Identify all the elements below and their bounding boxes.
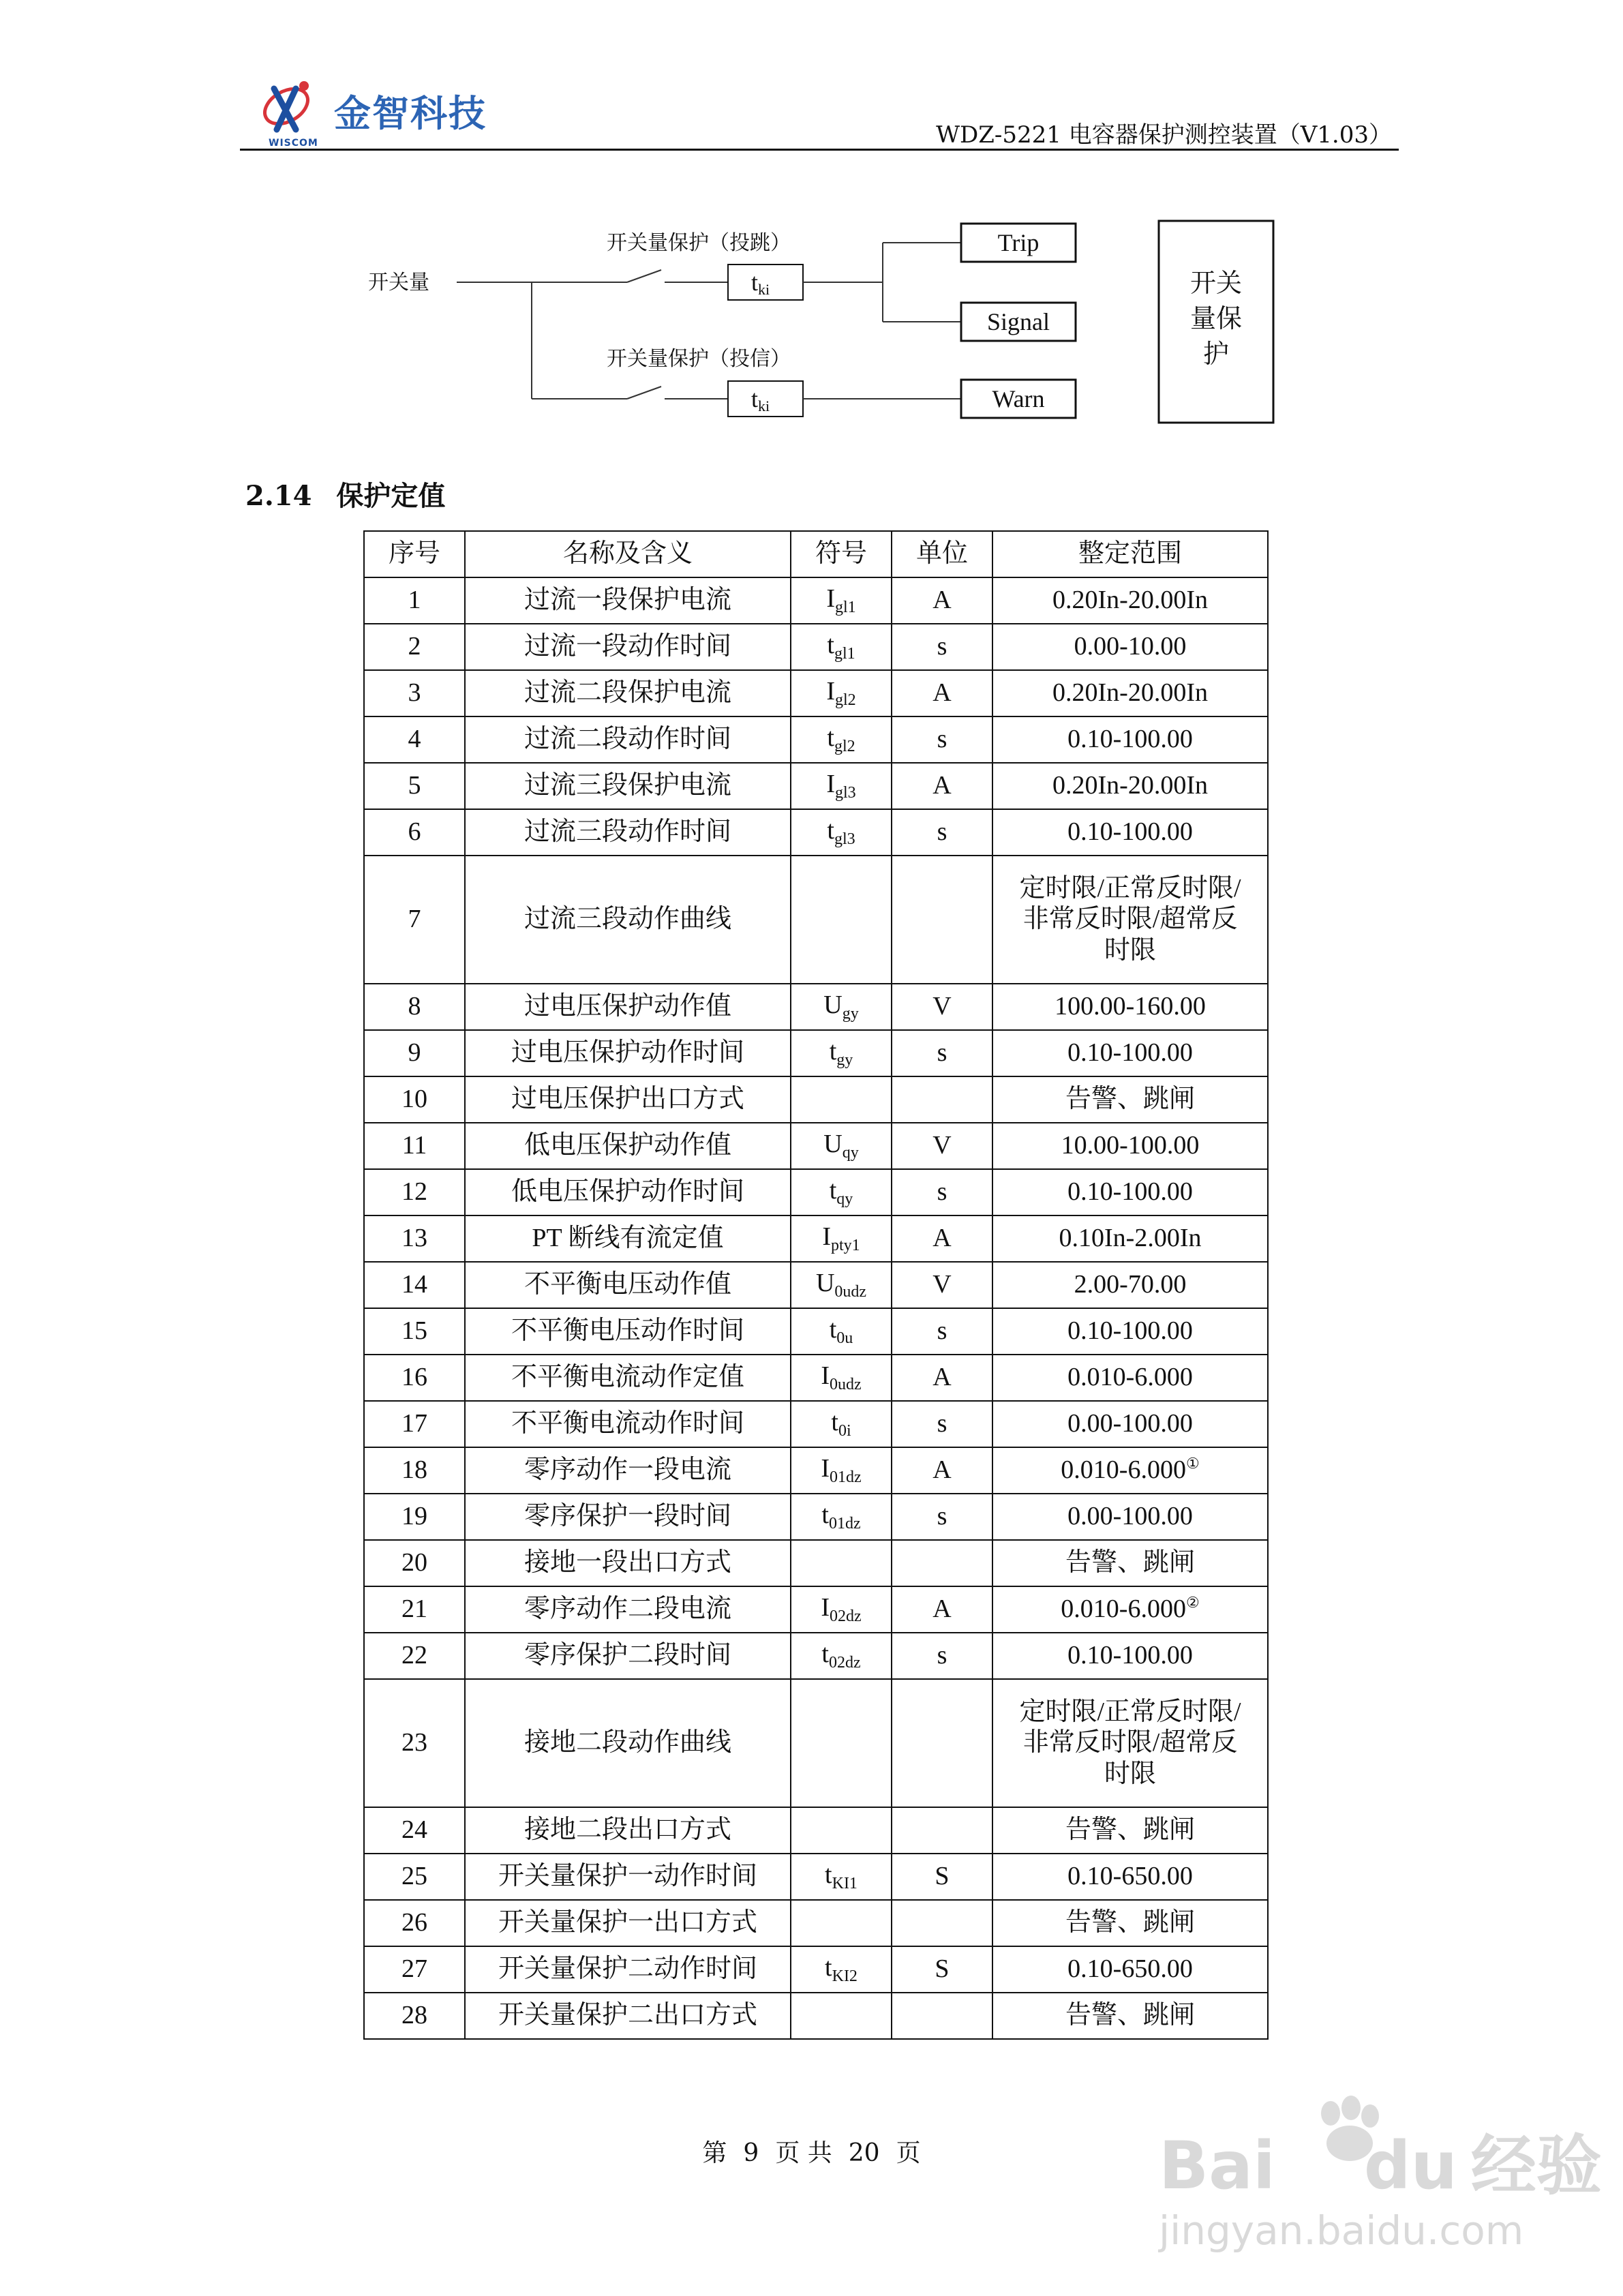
cell-name: 不平衡电流动作定值 <box>465 1355 791 1401</box>
symbol-main: t <box>829 1315 837 1344</box>
table-row <box>364 1169 1268 1215</box>
cell-name: 不平衡电流动作时间 <box>465 1401 791 1447</box>
cell-range <box>992 856 1268 984</box>
cell-symbol <box>791 1308 892 1355</box>
cell-no: 14 <box>364 1262 465 1308</box>
header-symbol: 符号 <box>791 531 892 577</box>
symbol-main: t <box>825 1953 832 1982</box>
symbol-main: I <box>821 1593 830 1622</box>
cell-no: 25 <box>364 1854 465 1900</box>
logo-subtext: WISCOM <box>269 138 318 149</box>
cell-unit <box>892 856 992 984</box>
symbol-subscript: 0udz <box>834 1283 867 1301</box>
cell-symbol <box>791 670 892 716</box>
symbol-main: t <box>829 1037 837 1066</box>
symbol-main: t <box>829 1176 837 1205</box>
watermark-svg <box>1152 2086 1602 2256</box>
cell-range <box>992 809 1268 856</box>
cell-no: 8 <box>364 984 465 1030</box>
baidu-watermark <box>1152 2086 1602 2256</box>
range-line: 定时限/正常反时限/ <box>1019 873 1241 903</box>
symbol-subscript: 0udz <box>830 1376 862 1394</box>
symbol-subscript: KI2 <box>832 1967 858 1986</box>
cell-range <box>992 716 1268 763</box>
table-row <box>364 1946 1268 1993</box>
footer-mid: 页 共 <box>775 2139 832 2167</box>
cell-name: 过电压保护出口方式 <box>465 1076 791 1123</box>
branch1-switch <box>627 270 661 282</box>
cell-unit: V <box>892 984 992 1030</box>
table-row <box>364 624 1268 670</box>
symbol-main: t <box>825 1860 832 1890</box>
range-value: 2.00-70.00 <box>1074 1270 1187 1299</box>
cell-range <box>992 1494 1268 1540</box>
symbol-subscript: 02dz <box>828 1654 861 1672</box>
range-line: 非常反时限/超常反 <box>1022 905 1238 934</box>
cell-name: 零序保护二段时间 <box>465 1633 791 1679</box>
cell-no: 23 <box>364 1679 465 1807</box>
symbol-main: t <box>821 1500 829 1530</box>
range-value: 告警、跳闸 <box>1065 2001 1195 2030</box>
table-row <box>364 1807 1268 1854</box>
symbol-subscript: gl2 <box>834 738 855 756</box>
symbol-main: I <box>821 1361 830 1391</box>
header-range: 整定范围 <box>992 531 1268 577</box>
cell-no: 22 <box>364 1633 465 1679</box>
watermark-url: jingyan.baidu.com <box>1159 2207 1524 2254</box>
cell-range <box>992 577 1268 624</box>
cell-symbol <box>791 809 892 856</box>
page-header <box>240 67 1399 154</box>
table-row <box>364 577 1268 624</box>
cell-name: 过流一段保护电流 <box>465 577 791 624</box>
cell-symbol <box>791 763 892 809</box>
cell-unit: s <box>892 716 992 763</box>
cell-range <box>992 1447 1268 1494</box>
trip-label: Trip <box>997 229 1040 256</box>
symbol-subscript: gl1 <box>834 599 856 617</box>
side-line-3: 护 <box>1202 339 1230 369</box>
section-title: 保护定值 <box>336 480 446 512</box>
logo-text: 金智科技 <box>334 92 487 135</box>
cell-name: 过流一段动作时间 <box>465 624 791 670</box>
symbol-subscript: pty1 <box>830 1237 860 1255</box>
table-row <box>364 1030 1268 1076</box>
table-row <box>364 1900 1268 1946</box>
cell-name: 低电压保护动作时间 <box>465 1169 791 1215</box>
table-row <box>364 1262 1268 1308</box>
footer-prefix: 第 <box>702 2139 727 2167</box>
range-line: 时限 <box>1104 1759 1156 1788</box>
cell-symbol <box>791 1540 892 1586</box>
symbol-main: I <box>821 1454 830 1483</box>
table-row <box>364 1993 1268 2039</box>
diagram-svg <box>354 205 1281 436</box>
cell-unit <box>892 1076 992 1123</box>
symbol-subscript: qy <box>836 1190 853 1209</box>
cell-no: 3 <box>364 670 465 716</box>
cell-symbol <box>791 1076 892 1123</box>
section-number: 2.14 <box>245 480 312 512</box>
footnote-mark: ① <box>1185 1455 1200 1472</box>
cell-unit: A <box>892 1447 992 1494</box>
cell-range <box>992 1308 1268 1355</box>
table-row <box>364 1447 1268 1494</box>
cell-unit: S <box>892 1946 992 1993</box>
cell-range <box>992 1169 1268 1215</box>
range-line: 时限 <box>1104 935 1156 965</box>
range-value: 100.00-160.00 <box>1055 992 1206 1021</box>
symbol-subscript: 01dz <box>830 1468 862 1487</box>
table-row <box>364 1308 1268 1355</box>
cell-name: 过流三段动作曲线 <box>465 856 791 984</box>
cell-name: 开关量保护一出口方式 <box>465 1900 791 1946</box>
cell-symbol <box>791 1215 892 1262</box>
range-value: 0.010-6.000 <box>1067 1363 1193 1392</box>
footnote-mark: ② <box>1185 1594 1200 1612</box>
table-body <box>364 577 1268 2039</box>
cell-range <box>992 1993 1268 2039</box>
table-row <box>364 763 1268 809</box>
range-value: 0.10-100.00 <box>1067 1316 1193 1346</box>
symbol-subscript: KI1 <box>832 1875 858 1893</box>
cell-no: 19 <box>364 1494 465 1540</box>
cell-symbol <box>791 1355 892 1401</box>
cell-no: 21 <box>364 1586 465 1633</box>
cell-symbol <box>791 1993 892 2039</box>
cell-no: 26 <box>364 1900 465 1946</box>
watermark-brand: Bai <box>1159 2128 1275 2204</box>
cell-no: 4 <box>364 716 465 763</box>
cell-symbol <box>791 1262 892 1308</box>
range-value: 0.10-100.00 <box>1067 1641 1193 1670</box>
cell-unit <box>892 1900 992 1946</box>
range-value: 0.00-100.00 <box>1067 1502 1193 1531</box>
cell-range <box>992 1401 1268 1447</box>
side-line-1: 开关 <box>1189 268 1243 298</box>
symbol-main: t <box>831 1408 838 1437</box>
header-unit: 单位 <box>892 531 992 577</box>
table-row <box>364 1355 1268 1401</box>
cell-no: 20 <box>364 1540 465 1586</box>
cell-symbol <box>791 1679 892 1807</box>
cell-name: 零序动作二段电流 <box>465 1586 791 1633</box>
cell-range <box>992 1807 1268 1854</box>
cell-no: 15 <box>364 1308 465 1355</box>
cell-unit: A <box>892 577 992 624</box>
range-value: 0.10-650.00 <box>1067 1954 1193 1984</box>
cell-name: 过流二段动作时间 <box>465 716 791 763</box>
symbol-main: t <box>827 631 834 660</box>
cell-no: 16 <box>364 1355 465 1401</box>
cell-no: 9 <box>364 1030 465 1076</box>
cell-name: 接地二段出口方式 <box>465 1807 791 1854</box>
symbol-main: U <box>823 991 843 1020</box>
range-value: 0.20In-20.00In <box>1052 771 1208 800</box>
cell-symbol <box>791 1030 892 1076</box>
range-value: 0.10-100.00 <box>1067 1038 1193 1068</box>
timer-2-label: tki <box>751 385 770 414</box>
range-value: 0.010-6.000 <box>1061 1595 1186 1624</box>
symbol-subscript: gy <box>836 1051 853 1070</box>
cell-range <box>992 1123 1268 1169</box>
cell-range <box>992 624 1268 670</box>
symbol-subscript: gl1 <box>834 645 855 663</box>
cell-no: 2 <box>364 624 465 670</box>
table-row <box>364 1215 1268 1262</box>
cell-range <box>992 1854 1268 1900</box>
cell-name: 低电压保护动作值 <box>465 1123 791 1169</box>
cell-no: 18 <box>364 1447 465 1494</box>
range-value: 0.010-6.000 <box>1061 1455 1186 1485</box>
cell-range <box>992 1262 1268 1308</box>
range-value: 0.10-100.00 <box>1067 1177 1193 1207</box>
cell-unit: S <box>892 1854 992 1900</box>
cell-symbol <box>791 984 892 1030</box>
symbol-main: I <box>826 770 835 799</box>
branch1-label: 开关量保护（投跳） <box>607 231 791 255</box>
cell-unit <box>892 1540 992 1586</box>
cell-no: 6 <box>364 809 465 856</box>
cell-symbol <box>791 1900 892 1946</box>
cell-range <box>992 763 1268 809</box>
cell-symbol <box>791 1123 892 1169</box>
warn-label: Warn <box>992 385 1045 412</box>
table-row <box>364 809 1268 856</box>
table-row <box>364 1633 1268 1679</box>
cell-unit: s <box>892 1030 992 1076</box>
cell-no: 11 <box>364 1123 465 1169</box>
cell-no: 7 <box>364 856 465 984</box>
cell-name: 接地一段出口方式 <box>465 1540 791 1586</box>
cell-symbol <box>791 1401 892 1447</box>
diagram-input-label: 开关量 <box>368 271 429 294</box>
cell-unit: s <box>892 1308 992 1355</box>
cell-unit: s <box>892 1494 992 1540</box>
cell-unit: A <box>892 763 992 809</box>
range-value: 告警、跳闸 <box>1065 1908 1195 1937</box>
cell-range <box>992 984 1268 1030</box>
range-value: 0.10-100.00 <box>1067 725 1193 754</box>
cell-unit: A <box>892 1586 992 1633</box>
cell-symbol <box>791 1807 892 1854</box>
symbol-subscript: gy <box>842 1005 859 1023</box>
table-row <box>364 1854 1268 1900</box>
cell-symbol <box>791 716 892 763</box>
range-value: 0.00-10.00 <box>1074 632 1187 661</box>
cell-unit: V <box>892 1123 992 1169</box>
table-row <box>364 984 1268 1030</box>
symbol-subscript: 0u <box>836 1329 853 1348</box>
cell-symbol <box>791 577 892 624</box>
table-row <box>364 856 1268 984</box>
cell-symbol <box>791 1447 892 1494</box>
cell-unit <box>892 1679 992 1807</box>
cell-name: 开关量保护一动作时间 <box>465 1854 791 1900</box>
cell-range <box>992 1586 1268 1633</box>
cell-name: 过电压保护动作值 <box>465 984 791 1030</box>
timer-1-label: tki <box>751 269 770 298</box>
cell-unit: A <box>892 1355 992 1401</box>
cell-name: 接地二段动作曲线 <box>465 1679 791 1807</box>
cell-unit: A <box>892 1215 992 1262</box>
cell-name: 过电压保护动作时间 <box>465 1030 791 1076</box>
symbol-main: t <box>827 816 834 845</box>
symbol-subscript: 0i <box>838 1422 851 1440</box>
table-row <box>364 716 1268 763</box>
cell-name: 过流三段保护电流 <box>465 763 791 809</box>
table-header-row <box>364 531 1268 577</box>
cell-no: 12 <box>364 1169 465 1215</box>
cell-range <box>992 1900 1268 1946</box>
cell-range <box>992 1215 1268 1262</box>
header-no: 序号 <box>364 531 465 577</box>
cell-range <box>992 1679 1268 1807</box>
range-value: 0.10-100.00 <box>1067 817 1193 847</box>
range-value: 告警、跳闸 <box>1065 1815 1195 1845</box>
table-row <box>364 1679 1268 1807</box>
cell-name: 开关量保护二出口方式 <box>465 1993 791 2039</box>
cell-name: 零序保护一段时间 <box>465 1494 791 1540</box>
watermark-cn: 经验 <box>1470 2128 1602 2204</box>
watermark-brand2: du <box>1363 2128 1457 2204</box>
cell-name: 不平衡电压动作时间 <box>465 1308 791 1355</box>
symbol-main: t <box>827 723 834 753</box>
cell-symbol <box>791 1633 892 1679</box>
symbol-main: t <box>821 1640 829 1669</box>
cell-no: 5 <box>364 763 465 809</box>
cell-range <box>992 1540 1268 1586</box>
cell-unit <box>892 1807 992 1854</box>
range-value: 0.10In-2.00In <box>1059 1224 1202 1253</box>
range-value: 0.20In-20.00In <box>1052 586 1208 615</box>
cell-unit: A <box>892 670 992 716</box>
cell-no: 17 <box>364 1401 465 1447</box>
range-line: 定时限/正常反时限/ <box>1019 1697 1241 1726</box>
range-value: 10.00-100.00 <box>1061 1131 1200 1160</box>
cell-no: 27 <box>364 1946 465 1993</box>
cell-symbol <box>791 624 892 670</box>
table-row <box>364 670 1268 716</box>
cell-unit: s <box>892 1401 992 1447</box>
cell-symbol <box>791 1586 892 1633</box>
cell-range <box>992 670 1268 716</box>
cell-symbol <box>791 1946 892 1993</box>
range-line: 非常反时限/超常反 <box>1022 1728 1238 1757</box>
symbol-subscript: gl2 <box>834 691 856 710</box>
table-row <box>364 1540 1268 1586</box>
cell-unit <box>892 1993 992 2039</box>
signal-label: Signal <box>986 308 1050 335</box>
cell-unit: V <box>892 1262 992 1308</box>
cell-symbol <box>791 1169 892 1215</box>
cell-name: 零序动作一段电流 <box>465 1447 791 1494</box>
branch2-label: 开关量保护（投信） <box>607 347 791 371</box>
table-row <box>364 1494 1268 1540</box>
protection-settings-table <box>363 530 1269 2040</box>
cell-name: 过流三段动作时间 <box>465 809 791 856</box>
cell-name: 过流二段保护电流 <box>465 670 791 716</box>
footer-page-total: 20 <box>848 2139 880 2167</box>
cell-name: 开关量保护二动作时间 <box>465 1946 791 1993</box>
symbol-subscript: 01dz <box>828 1515 861 1533</box>
range-value: 0.00-100.00 <box>1067 1409 1193 1438</box>
cell-unit: s <box>892 1633 992 1679</box>
cell-name: 不平衡电压动作值 <box>465 1262 791 1308</box>
symbol-subscript: qy <box>842 1144 859 1162</box>
symbol-subscript: gl3 <box>834 784 856 802</box>
range-value: 0.10-650.00 <box>1067 1862 1193 1891</box>
cell-name: PT 断线有流定值 <box>465 1215 791 1262</box>
range-value: 0.20In-20.00In <box>1052 678 1208 708</box>
cell-no: 1 <box>364 577 465 624</box>
cell-symbol <box>791 856 892 984</box>
svg-text:Baidu经验 <box>1159 2128 1602 2204</box>
cell-unit: s <box>892 1169 992 1215</box>
table-row <box>364 1586 1268 1633</box>
wiscom-logo-icon <box>254 75 322 143</box>
cell-unit: s <box>892 809 992 856</box>
symbol-main: I <box>826 584 835 614</box>
cell-range <box>992 1076 1268 1123</box>
table-row <box>364 1076 1268 1123</box>
header-divider <box>240 149 1399 151</box>
side-line-2: 量保 <box>1189 303 1243 333</box>
company-logo <box>254 75 540 150</box>
cell-no: 13 <box>364 1215 465 1262</box>
symbol-main: I <box>826 677 835 706</box>
footer-suffix: 页 <box>896 2139 921 2167</box>
footer-page-number: 9 <box>743 2139 759 2167</box>
symbol-main: U <box>815 1269 835 1298</box>
cell-no: 28 <box>364 1993 465 2039</box>
document-title: WDZ-5221 电容器保护测控装置（V1.03） <box>936 121 1392 149</box>
range-value: 告警、跳闸 <box>1065 1085 1195 1114</box>
cell-symbol <box>791 1854 892 1900</box>
cell-symbol <box>791 1494 892 1540</box>
symbol-subscript: 02dz <box>830 1607 862 1626</box>
branch2-switch <box>627 387 661 399</box>
table-row <box>364 1123 1268 1169</box>
symbol-subscript: gl3 <box>834 830 855 849</box>
cell-unit: s <box>892 624 992 670</box>
header-name: 名称及含义 <box>465 531 791 577</box>
cell-no: 24 <box>364 1807 465 1854</box>
switch-protection-diagram <box>354 205 1281 436</box>
symbol-main: I <box>822 1222 831 1252</box>
cell-range <box>992 1355 1268 1401</box>
cell-range <box>992 1030 1268 1076</box>
range-value: 告警、跳闸 <box>1065 1548 1195 1577</box>
cell-range <box>992 1946 1268 1993</box>
table-row <box>364 1401 1268 1447</box>
cell-no: 10 <box>364 1076 465 1123</box>
section-heading <box>245 474 445 513</box>
symbol-main: U <box>823 1130 843 1159</box>
cell-range <box>992 1633 1268 1679</box>
